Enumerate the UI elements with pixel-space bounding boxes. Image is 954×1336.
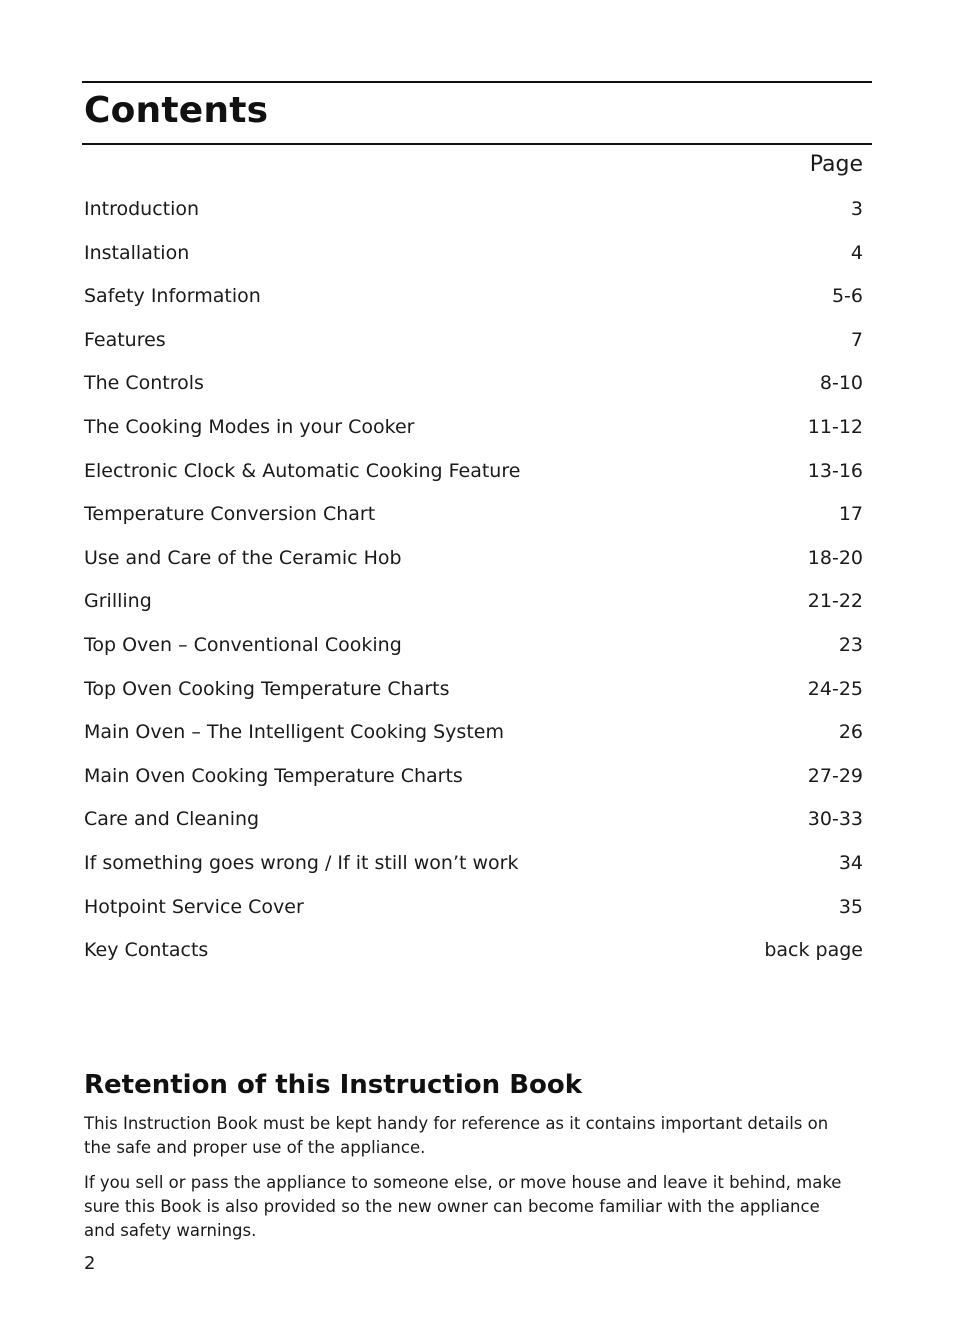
toc-entry-page: back page — [764, 939, 863, 962]
toc-row — [84, 406, 863, 450]
toc-row — [84, 668, 863, 712]
toc-entry-page: 7 — [850, 328, 863, 351]
toc-entry-title: Installation — [84, 241, 190, 264]
page-column-label: Page — [809, 152, 863, 177]
table-of-contents — [84, 188, 863, 973]
page-number: 2 — [84, 1253, 96, 1274]
toc-entry-page: 26 — [838, 721, 863, 744]
toc-entry-page: 13-16 — [807, 459, 863, 482]
page-title: Contents — [84, 90, 269, 131]
toc-entry-page: 21-22 — [807, 590, 863, 613]
toc-row — [84, 493, 863, 537]
toc-entry-title: The Controls — [84, 372, 204, 395]
toc-entry-page: 18-20 — [807, 546, 863, 569]
toc-row — [84, 450, 863, 494]
toc-entry-page: 23 — [838, 633, 863, 656]
toc-row — [84, 319, 863, 363]
toc-entry-page: 8-10 — [819, 372, 863, 395]
toc-row — [84, 755, 863, 799]
toc-entry-title: Temperature Conversion Chart — [84, 503, 376, 526]
toc-entry-page: 4 — [850, 241, 863, 264]
toc-entry-page: 3 — [850, 198, 863, 220]
retention-heading: Retention of this Instruction Book — [84, 1070, 583, 1100]
toc-entry-title: Top Oven Cooking Temperature Charts — [84, 677, 450, 700]
toc-row — [84, 188, 863, 232]
toc-entry-page: 17 — [838, 503, 863, 526]
retention-paragraph: This Instruction Book must be kept handy for reference as it contains important details on the safe and proper use of the appliance. — [84, 1114, 829, 1157]
toc-entry-page: 35 — [838, 895, 863, 918]
toc-row — [84, 537, 863, 581]
toc-row — [84, 232, 863, 276]
toc-entry-title: Grilling — [84, 590, 152, 613]
toc-row — [84, 362, 863, 406]
toc-entry-title: Key Contacts — [84, 939, 209, 962]
toc-entry-page: 11-12 — [807, 415, 863, 438]
toc-row — [84, 886, 863, 930]
toc-entry-title: Safety Information — [84, 285, 261, 308]
toc-entry-title: Hotpoint Service Cover — [84, 895, 304, 918]
toc-entry-title: Care and Cleaning — [84, 808, 260, 831]
toc-entry-title: Features — [84, 328, 166, 351]
toc-row — [84, 580, 863, 624]
toc-entry-page: 34 — [838, 851, 863, 874]
toc-entry-title: Introduction — [84, 198, 200, 220]
toc-row — [84, 624, 863, 668]
toc-entry-title: Main Oven Cooking Temperature Charts — [84, 764, 463, 787]
toc-row — [84, 929, 863, 973]
toc-entry-page: 30-33 — [807, 808, 863, 831]
toc-row — [84, 275, 863, 319]
toc-entry-title: Use and Care of the Ceramic Hob — [84, 546, 402, 569]
toc-row — [84, 711, 863, 755]
toc-entry-page: 24-25 — [807, 677, 863, 700]
toc-entry-page: 5-6 — [831, 285, 863, 308]
toc-row — [84, 842, 863, 886]
retention-paragraph: If you sell or pass the appliance to someone else, or move house and leave it behind, make sure this Book is also provided so the new owner can become familiar with the appliance and safety warnings. — [84, 1173, 842, 1240]
toc-row — [84, 798, 863, 842]
title-rule-top — [82, 81, 872, 83]
toc-entry-title: The Cooking Modes in your Cooker — [84, 415, 415, 438]
toc-entry-title: Electronic Clock & Automatic Cooking Feature — [84, 459, 521, 482]
title-rule-bottom — [82, 143, 872, 145]
toc-entry-title: If something goes wrong / If it still won’t work — [84, 851, 519, 874]
toc-entry-title: Main Oven – The Intelligent Cooking System — [84, 721, 504, 744]
toc-entry-title: Top Oven – Conventional Cooking — [84, 633, 402, 656]
toc-entry-page: 27-29 — [807, 764, 863, 787]
